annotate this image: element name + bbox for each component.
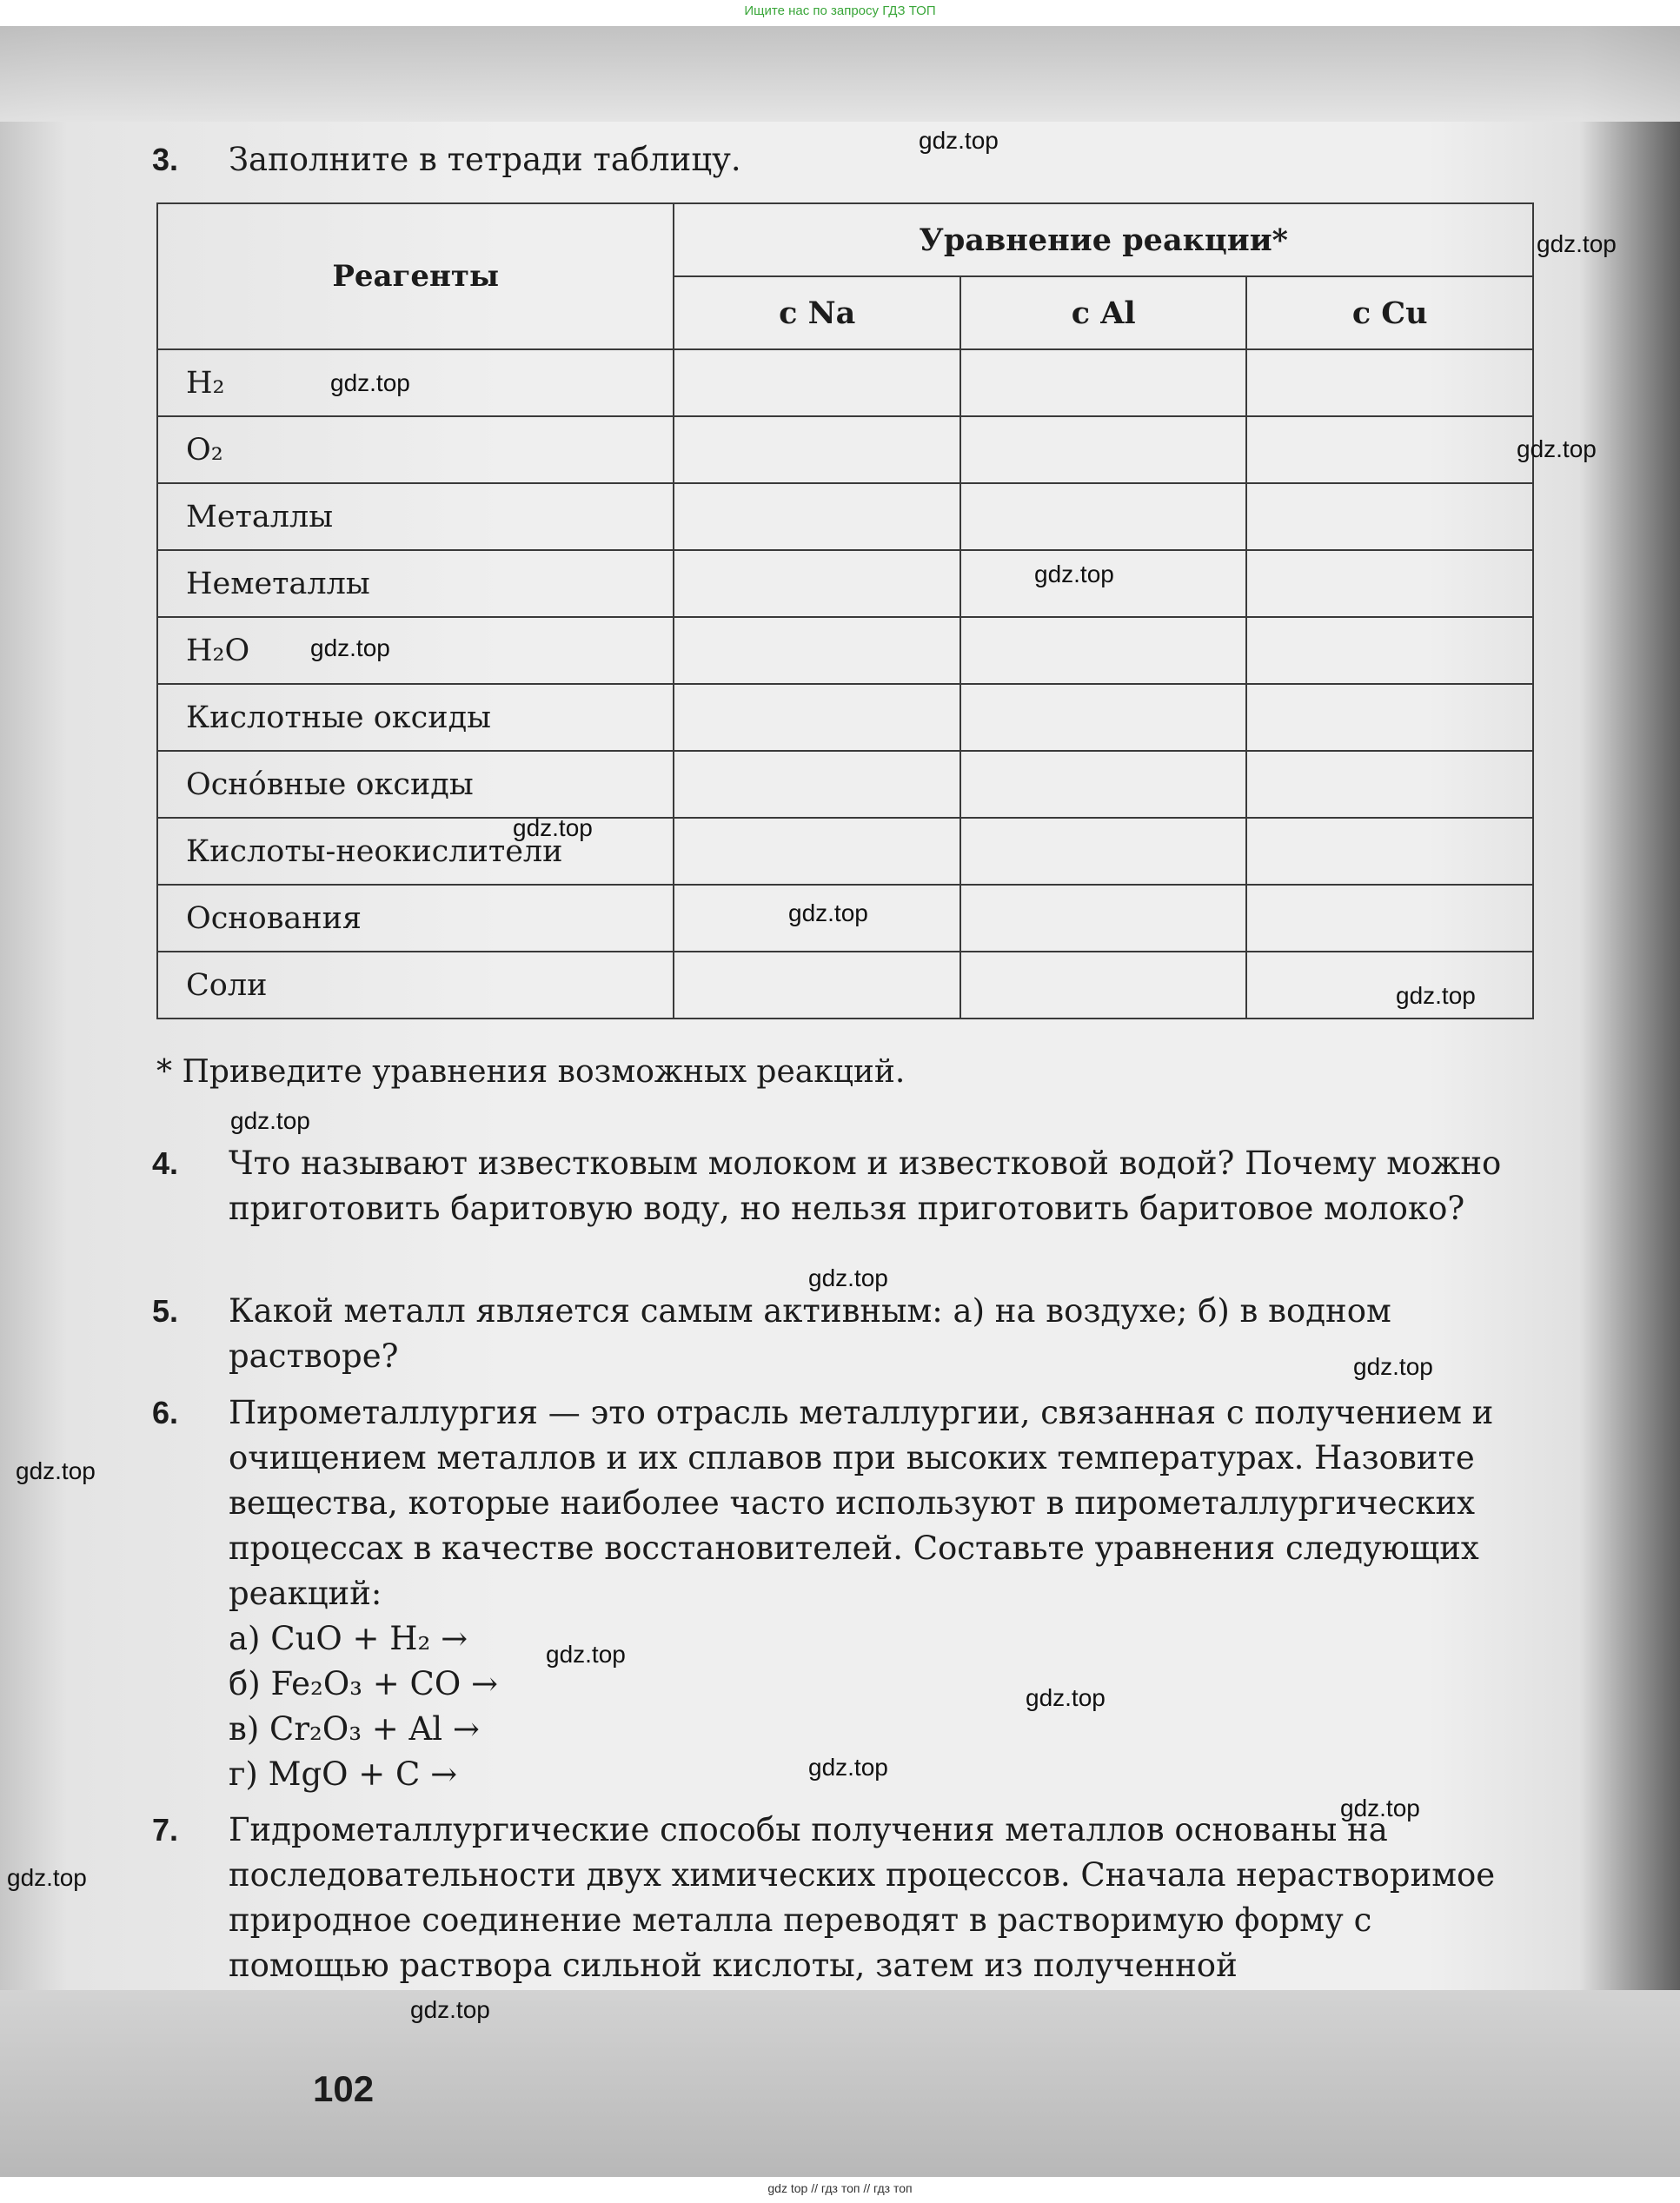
- watermark: gdz.top: [1396, 982, 1476, 1009]
- watermark: gdz.top: [310, 634, 390, 661]
- reaction-item: г) MgO + C →: [229, 1755, 458, 1793]
- question-text: Гидрометаллургические способы получения металлов основаны на последовательности двух химических процессов. Сначала нерастворимое природное соединение металла переводят в растворимую форму с помощью раствора сильной кислоты, затем из полученной: [229, 1811, 1496, 1984]
- page-header-shade: [0, 26, 1680, 122]
- table-cell: [674, 684, 960, 751]
- reaction-item: а) CuO + H₂ →: [229, 1620, 468, 1657]
- table-cell: [960, 349, 1247, 416]
- table-row: [157, 751, 1533, 818]
- column-cu: с Cu: [1246, 276, 1533, 349]
- watermark: gdz.top: [808, 1264, 888, 1291]
- table-cell: [1246, 483, 1533, 550]
- table-row: [157, 818, 1533, 885]
- bottom-notice[interactable]: gdz top // гдз топ // гдз топ: [767, 2181, 913, 2195]
- page-footer-shade: [0, 1990, 1680, 2177]
- watermark: gdz.top: [788, 899, 868, 926]
- table-cell: [674, 550, 960, 617]
- table-row: [157, 416, 1533, 483]
- question-text: Заполните в тетради таблицу.: [229, 141, 741, 178]
- question-number: 5.: [152, 1293, 179, 1329]
- table-cell: [674, 952, 960, 1019]
- table-cell: [1246, 885, 1533, 952]
- question-6: [152, 1390, 1534, 1797]
- row-label: Кислотные оксиды: [157, 684, 674, 751]
- table-row: [157, 684, 1533, 751]
- table-cell: [674, 818, 960, 885]
- question-text: Что называют известковым молоком и известковой водой? Почему можно приготовить баритовую воду, но нельзя приготовить баритовое молоко?: [229, 1145, 1502, 1227]
- row-label: Металлы: [157, 483, 674, 550]
- table-cell: [960, 483, 1247, 550]
- row-label: Кислоты-неокислители: [157, 818, 674, 885]
- question-number: 4.: [152, 1145, 179, 1181]
- row-label: H₂O: [157, 617, 674, 684]
- watermark: gdz.top: [410, 1996, 490, 2023]
- row-label: Соли: [157, 952, 674, 1019]
- row-label: Оснóвные оксиды: [157, 751, 674, 818]
- question-number: 3.: [152, 142, 179, 177]
- question-text: Какой металл является самым активным: а) на воздухе; б) в водном растворе?: [229, 1292, 1391, 1375]
- watermark: gdz.top: [230, 1107, 310, 1134]
- question-3: [152, 137, 1534, 182]
- table-row: [157, 550, 1533, 617]
- question-7: [152, 1808, 1534, 1988]
- column-na: с Na: [674, 276, 960, 349]
- watermark: gdz.top: [7, 1864, 87, 1891]
- row-label: H₂: [157, 349, 674, 416]
- table-cell: [1246, 416, 1533, 483]
- table-cell: [960, 617, 1247, 684]
- table-cell: [674, 416, 960, 483]
- table-row: [157, 483, 1533, 550]
- reaction-table: [156, 202, 1534, 1019]
- reaction-item: б) Fe₂O₃ + CO →: [229, 1665, 498, 1702]
- table-cell: [674, 751, 960, 818]
- table-cell: [960, 885, 1247, 952]
- table-cell: [1246, 617, 1533, 684]
- watermark: gdz.top: [330, 369, 410, 396]
- row-label: Основания: [157, 885, 674, 952]
- row-label: Неметаллы: [157, 550, 674, 617]
- table-cell: [960, 952, 1247, 1019]
- question-number: 7.: [152, 1812, 179, 1848]
- table-cell: [1246, 349, 1533, 416]
- table-cell: [674, 349, 960, 416]
- question-number: 6.: [152, 1395, 179, 1430]
- watermark: gdz.top: [1026, 1684, 1106, 1711]
- top-notice[interactable]: Ищите нас по запросу ГДЗ ТОП: [744, 3, 936, 18]
- table-cell: [1246, 684, 1533, 751]
- watermark: gdz.top: [513, 814, 593, 841]
- table-cell: [960, 818, 1247, 885]
- reaction-item: в) Cr₂O₃ + Al →: [229, 1710, 480, 1748]
- table-cell: [1246, 751, 1533, 818]
- header-equation: Уравнение реакции*: [674, 203, 1533, 276]
- table-cell: [1246, 818, 1533, 885]
- page-number: 102: [313, 2068, 375, 2109]
- question-text: Пирометаллургия — это отрасль металлургии, связанная с получением и очищением металлов и их сплавов при высоких температурах. Назовите вещества, которые наиболее часто используют в пирометаллургических процессах в качестве восстановителей. Составьте уравнения следующих реакций:: [229, 1394, 1494, 1612]
- watermark: gdz.top: [1034, 561, 1114, 587]
- watermark: gdz.top: [1537, 230, 1617, 257]
- watermark: gdz.top: [1517, 435, 1597, 462]
- table-cell: [1246, 952, 1533, 1019]
- table-cell: [960, 416, 1247, 483]
- header-reagents: Реагенты: [157, 203, 674, 349]
- table-footnote: * Приведите уравнения возможных реакций.: [156, 1054, 906, 1090]
- watermark: gdz.top: [919, 127, 999, 154]
- question-5: [152, 1289, 1534, 1379]
- table-cell: [960, 751, 1247, 818]
- question-4: [152, 1141, 1534, 1231]
- table-cell: [960, 684, 1247, 751]
- table-cell: [674, 617, 960, 684]
- watermark: gdz.top: [1340, 1795, 1420, 1821]
- table-cell: [1246, 550, 1533, 617]
- row-label: O₂: [157, 416, 674, 483]
- column-al: с Al: [960, 276, 1247, 349]
- watermark: gdz.top: [546, 1641, 626, 1668]
- watermark: gdz.top: [808, 1754, 888, 1781]
- table-row: [157, 952, 1533, 1019]
- watermark: gdz.top: [16, 1457, 96, 1484]
- table-cell: [674, 483, 960, 550]
- watermark: gdz.top: [1353, 1353, 1433, 1380]
